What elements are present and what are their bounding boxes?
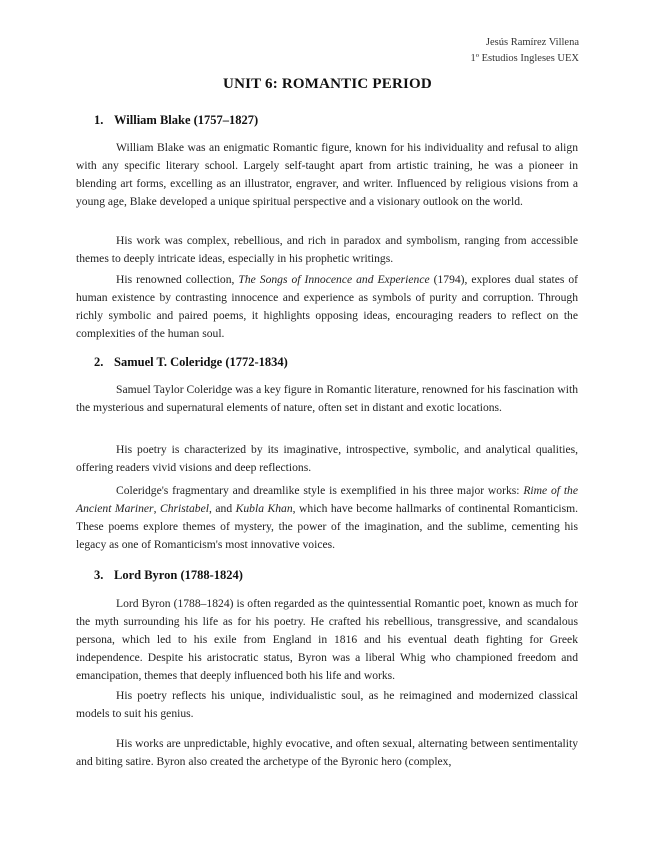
- section-heading-blake: [94, 113, 258, 128]
- work-title: The Songs of Innocence and Experience: [238, 273, 430, 286]
- work-title: Kubla Khan: [235, 502, 293, 515]
- work-title: Rime of the Ancient Mariner: [76, 484, 578, 515]
- paragraph: His renowned collection, The Songs of Innocence and Experience (1794), explores dual states of human existence by contrasting innocence and experience as symbols of purity and corruption. Through richly symbolic and paired poems, it highlights opposing ideas, encouraging readers to reflect on the complexities of the human soul.: [76, 273, 579, 340]
- unit-title: UNIT 6: ROMANTIC PERIOD: [223, 76, 432, 92]
- section-heading-coleridge: [94, 355, 288, 370]
- paragraph: William Blake was an enigmatic Romantic figure, known for his individuality and refusal to align with any specific literary school. Largely self-taught apart from artistic training, he was a pioneer in blending art forms, excelling as an illustrator, engraver, and writer. Influenced by religious visions from a young age, Blake developed a unique spiritual perspective and a visionary outlook on the world.: [76, 141, 578, 208]
- work-title: Christabel: [160, 502, 209, 515]
- course-name: 1º Estudios Ingleses UEX: [470, 53, 579, 64]
- paragraph: Samuel Taylor Coleridge was a key figure in Romantic literature, renowned for his fascination with the mysterious and supernatural elements of nature, often set in distant and exotic locations.: [76, 383, 578, 414]
- paragraph: His poetry is characterized by its imaginative, introspective, symbolic, and analytical qualities, offering readers vivid visions and deep reflections.: [76, 443, 578, 474]
- paragraph: Coleridge's fragmentary and dreamlike style is exemplified in his three major works: Rime of the Ancient Mariner, Christabel, and Kubla Khan, which have become hallmarks of continental Romanticism. These poems explore themes of mystery, the power of the imagination, and the sublime, cementing his legacy as one of Romanticism's most innovative voices.: [76, 484, 579, 551]
- paragraph: His poetry reflects his unique, individualistic soul, as he reimagined and modernized classical models to suit his genius.: [76, 689, 578, 720]
- paragraph: His work was complex, rebellious, and rich in paradox and symbolism, ranging from accessible themes to deeply intricate ideas, especially in his prophetic writings.: [76, 234, 578, 265]
- section-number: 3.: [94, 568, 104, 582]
- author-name: Jesús Ramírez Villena: [485, 37, 579, 48]
- section-title: William Blake (1757–1827): [114, 113, 259, 127]
- paragraph: Lord Byron (1788–1824) is often regarded as the quintessential Romantic poet, known as much for the myth surrounding his life as for his poetry. He crafted his rebellious, transgressive, and scandalous persona, which led to his exile from England in 1816 and his eventual death fighting for Greek independence. Despite his aristocratic status, Byron was a liberal Whig who championed freedom and emancipation, themes that deeply influenced both his life and works.: [76, 597, 578, 682]
- page-header: [470, 35, 579, 67]
- paragraph: His works are unpredictable, highly evocative, and often sexual, alternating between sentimentality and biting satire. Byron also created the archetype of the Byronic hero (complex,: [76, 737, 578, 768]
- section-number: 2.: [94, 355, 104, 369]
- section-heading-byron: [94, 568, 243, 583]
- section-title: Lord Byron (1788-1824): [114, 568, 243, 582]
- section-title: Samuel T. Coleridge (1772-1834): [114, 355, 288, 369]
- section-number: 1.: [94, 113, 104, 127]
